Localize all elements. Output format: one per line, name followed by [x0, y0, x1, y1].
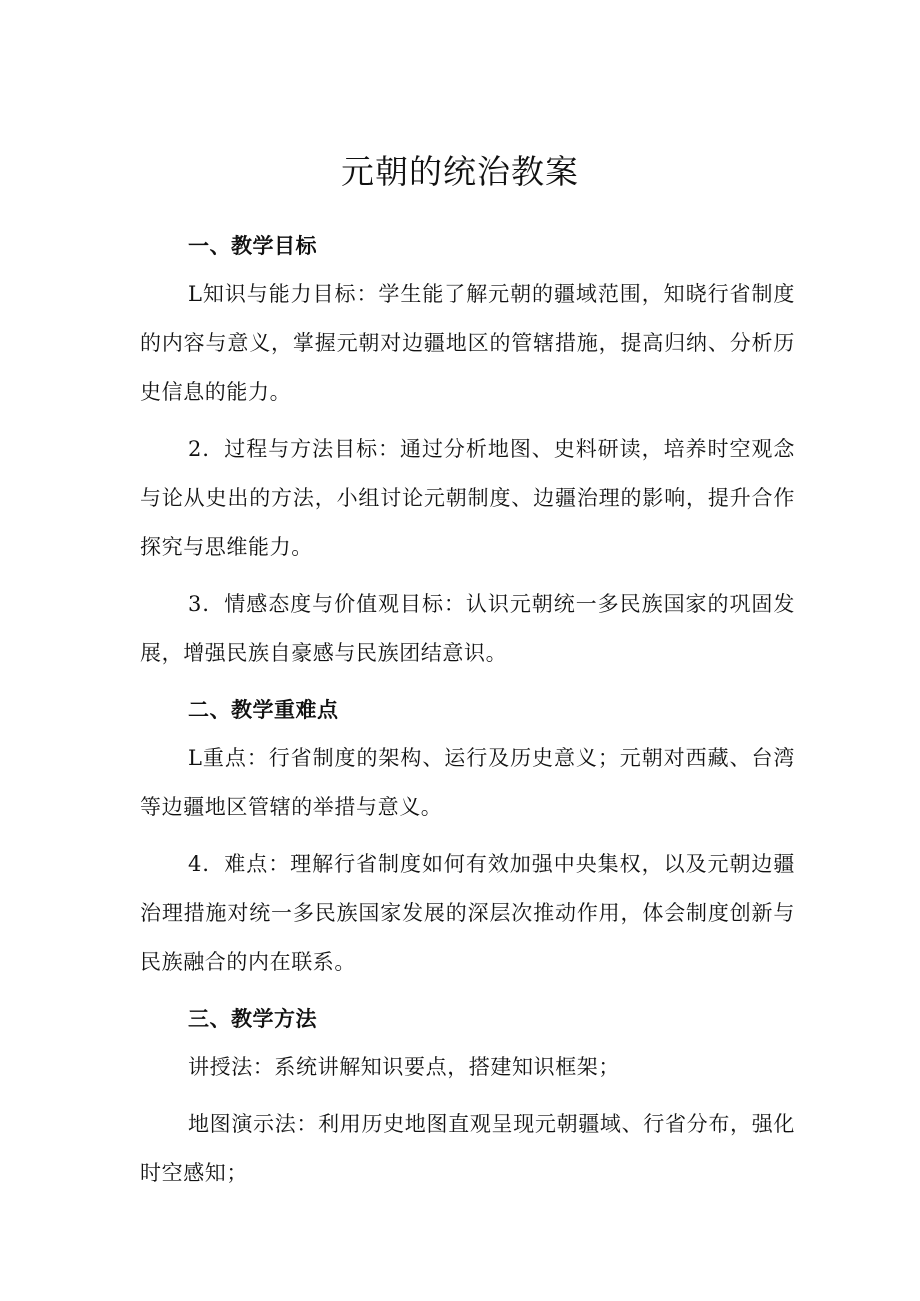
- paragraph: L知识与能力目标：学生能了解元朝的疆域范围，知晓行省制度的内容与意义，掌握元朝对边疆地区的管辖措施，提高归纳、分析历史信息的能力。: [140, 282, 795, 404]
- paragraph: 地图演示法：利用历史地图直观呈现元朝疆域、行省分布，强化时空感知；: [140, 1112, 795, 1185]
- section-heading: 一、教学目标: [188, 234, 317, 258]
- section-teaching-objectives: [140, 222, 795, 678]
- paragraph: 4．难点：理解行省制度如何有效加强中央集权，以及元朝边疆治理措施对统一多民族国家发展的深层次推动作用，体会制度创新与民族融合的内在联系。: [140, 852, 795, 974]
- paragraph: 3．情感态度与价值观目标：认识元朝统一多民族国家的巩固发展，增强民族自豪感与民族团结意识。: [140, 592, 795, 665]
- section-teaching-methods: [140, 995, 795, 1198]
- section-heading: 三、教学方法: [188, 1007, 317, 1031]
- paragraph: 讲授法：系统讲解知识要点，搭建知识框架；: [188, 1055, 620, 1079]
- paragraph: 2．过程与方法目标：通过分析地图、史料研读，培养时空观念与论从史出的方法，小组讨论元朝制度、边疆治理的影响，提升合作探究与思维能力。: [140, 437, 795, 559]
- section-key-difficult-points: [140, 686, 795, 987]
- paragraph: L重点：行省制度的架构、运行及历史意义；元朝对西藏、台湾等边疆地区管辖的举措与意义。: [140, 746, 795, 819]
- document-body: [140, 222, 795, 1206]
- document-title: 元朝的统治教案: [341, 152, 579, 192]
- section-heading: 二、教学重难点: [188, 698, 339, 722]
